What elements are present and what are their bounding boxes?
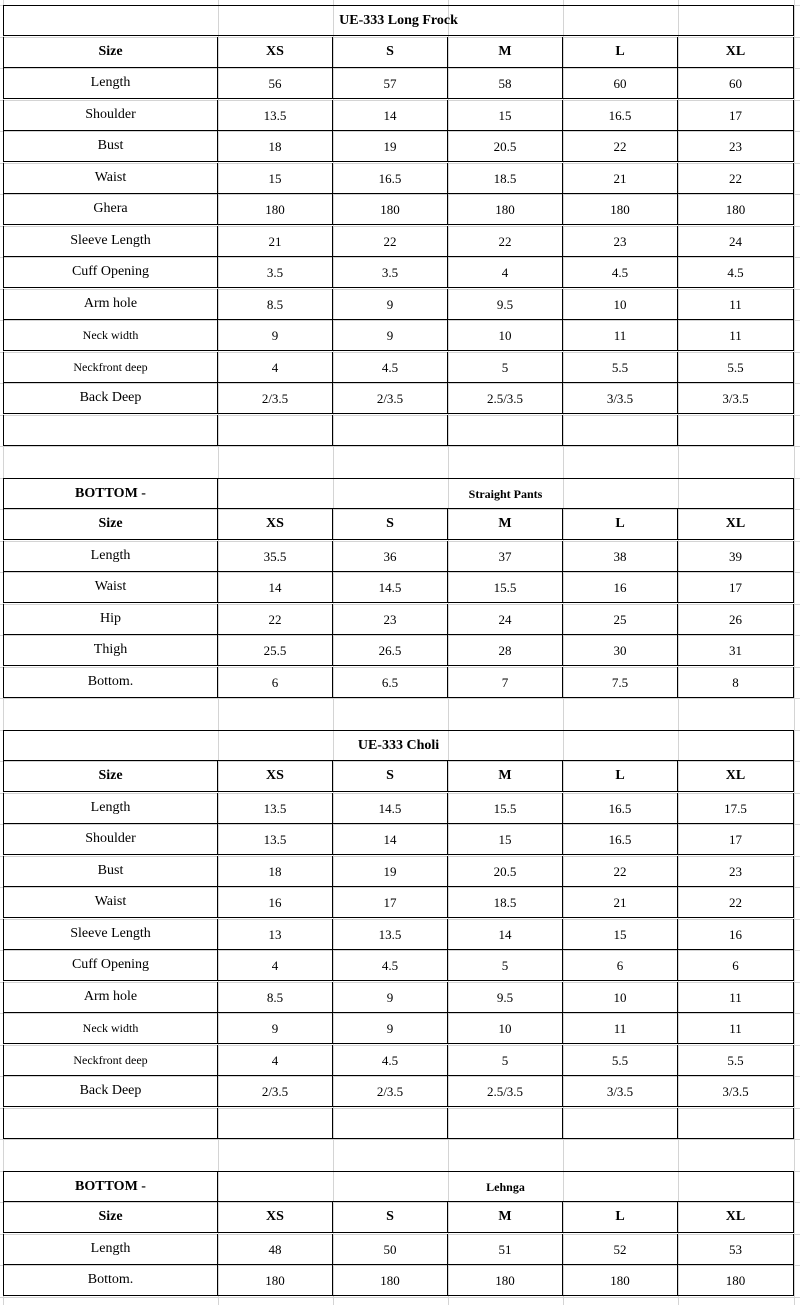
row-label[interactable]: Neck width [3, 320, 218, 351]
row-label[interactable]: Neckfront deep [3, 1045, 218, 1076]
table-cell[interactable]: 180 [218, 1265, 333, 1296]
table-row [3, 257, 794, 288]
table-cell[interactable]: 53 [678, 1234, 794, 1265]
section-title-row [3, 1171, 794, 1202]
table-cell[interactable]: 5.5 [678, 352, 794, 383]
size-header-xl[interactable]: XL [678, 761, 794, 792]
table-cell[interactable]: 14.5 [333, 572, 448, 603]
table-cell[interactable]: 6 [678, 950, 794, 981]
table-cell[interactable]: 6.5 [333, 667, 448, 698]
table-cell[interactable]: 22 [678, 887, 794, 918]
table-row [3, 887, 794, 918]
size-header-l[interactable]: L [563, 509, 678, 540]
size-header-xl[interactable]: XL [678, 509, 794, 540]
table-title-row [3, 5, 794, 36]
table-cell[interactable]: 2/3.5 [333, 1076, 448, 1107]
size-header-xl[interactable]: XL [678, 1202, 794, 1233]
table-cell[interactable]: 180 [563, 194, 678, 225]
table-cell[interactable]: 18.5 [448, 163, 563, 194]
table-cell[interactable]: 22 [218, 604, 333, 635]
table-cell[interactable]: 16.5 [563, 100, 678, 131]
row-label[interactable]: Shoulder [3, 824, 218, 855]
section-title[interactable]: Lehnga [218, 1171, 794, 1202]
table-cell[interactable]: 4 [218, 352, 333, 383]
table-row [3, 163, 794, 194]
table-cell[interactable]: 7 [448, 667, 563, 698]
table-cell[interactable]: 30 [563, 635, 678, 666]
table-cell[interactable]: 3/3.5 [563, 383, 678, 414]
table-cell[interactable]: 24 [678, 226, 794, 257]
table-cell[interactable]: 180 [448, 194, 563, 225]
table-cell[interactable]: 51 [448, 1234, 563, 1265]
table-cell[interactable]: 180 [448, 1265, 563, 1296]
size-header-s[interactable]: S [333, 37, 448, 68]
size-header-m[interactable]: M [448, 1202, 563, 1233]
table-cell[interactable]: 21 [563, 163, 678, 194]
row-label[interactable]: Bust [3, 856, 218, 887]
table-cell[interactable]: 20.5 [448, 856, 563, 887]
table-row [3, 982, 794, 1013]
table-cell[interactable]: 14 [333, 100, 448, 131]
section-label[interactable]: BOTTOM - [3, 1171, 218, 1202]
empty-cell[interactable] [563, 1108, 678, 1139]
table-cell[interactable]: 15 [218, 163, 333, 194]
table-cell[interactable]: 5 [448, 950, 563, 981]
empty-cell[interactable] [563, 415, 678, 446]
table-cell[interactable]: 13.5 [218, 793, 333, 824]
table-cell[interactable]: 9.5 [448, 289, 563, 320]
table-row [3, 68, 794, 99]
table-cell[interactable]: 8 [678, 667, 794, 698]
empty-cell[interactable] [3, 415, 218, 446]
table-cell[interactable]: 180 [218, 194, 333, 225]
table-cell[interactable]: 11 [563, 1013, 678, 1044]
empty-row [3, 1108, 794, 1139]
table-cell[interactable]: 19 [333, 856, 448, 887]
empty-cell[interactable] [678, 415, 794, 446]
grid-row-line [0, 698, 800, 699]
table-cell[interactable]: 38 [563, 541, 678, 572]
row-label[interactable]: Bottom. [3, 667, 218, 698]
table-cell[interactable]: 4 [218, 950, 333, 981]
table-cell[interactable]: 26 [678, 604, 794, 635]
table-cell[interactable]: 2.5/3.5 [448, 1076, 563, 1107]
row-label[interactable]: Neckfront deep [3, 352, 218, 383]
table-cell[interactable]: 22 [563, 131, 678, 162]
table-row [3, 604, 794, 635]
table-cell[interactable]: 180 [678, 1265, 794, 1296]
table-cell[interactable]: 180 [333, 1265, 448, 1296]
table-cell[interactable]: 17 [678, 100, 794, 131]
row-label[interactable]: Back Deep [3, 1076, 218, 1107]
table-row [3, 320, 794, 351]
row-label[interactable]: Shoulder [3, 100, 218, 131]
size-header-s[interactable]: S [333, 509, 448, 540]
table-row [3, 1045, 794, 1076]
row-label[interactable]: Arm hole [3, 289, 218, 320]
table-cell[interactable]: 6 [218, 667, 333, 698]
table-cell[interactable]: 35.5 [218, 541, 333, 572]
table-row [3, 635, 794, 666]
table-row [3, 793, 794, 824]
grid-row-line [0, 446, 800, 447]
table-row [3, 824, 794, 855]
size-header-label[interactable]: Size [3, 761, 218, 792]
table-row [3, 1076, 794, 1107]
size-header-label[interactable]: Size [3, 1202, 218, 1233]
table-row [3, 194, 794, 225]
table-cell[interactable]: 5.5 [563, 352, 678, 383]
row-label[interactable]: Waist [3, 572, 218, 603]
empty-row [3, 415, 794, 446]
table-cell[interactable]: 16.5 [563, 793, 678, 824]
section-title-row [3, 478, 794, 509]
table-cell[interactable]: 60 [678, 68, 794, 99]
table-cell[interactable]: 180 [678, 194, 794, 225]
table-cell[interactable]: 23 [563, 226, 678, 257]
table-cell[interactable]: 15 [448, 824, 563, 855]
table-row [3, 226, 794, 257]
table-cell[interactable]: 18 [218, 856, 333, 887]
table-cell[interactable]: 4.5 [333, 950, 448, 981]
empty-cell[interactable] [218, 1108, 333, 1139]
table-row [3, 100, 794, 131]
row-label[interactable]: Length [3, 1234, 218, 1265]
table-title[interactable]: UE-333 Choli [3, 730, 794, 761]
table-cell[interactable]: 11 [678, 1013, 794, 1044]
table-cell[interactable]: 4 [448, 257, 563, 288]
table-cell[interactable]: 21 [218, 226, 333, 257]
table-cell[interactable]: 22 [333, 226, 448, 257]
table-cell[interactable]: 9 [333, 289, 448, 320]
table-cell[interactable]: 14 [333, 824, 448, 855]
table-cell[interactable]: 5.5 [563, 1045, 678, 1076]
table-cell[interactable]: 52 [563, 1234, 678, 1265]
table-cell[interactable]: 10 [448, 1013, 563, 1044]
size-header-m[interactable]: M [448, 37, 563, 68]
size-header-s[interactable]: S [333, 1202, 448, 1233]
table-cell[interactable]: 26.5 [333, 635, 448, 666]
table-cell[interactable]: 22 [448, 226, 563, 257]
table-cell[interactable]: 15.5 [448, 793, 563, 824]
table-cell[interactable]: 11 [678, 320, 794, 351]
table-cell[interactable]: 180 [333, 194, 448, 225]
table-cell[interactable]: 58 [448, 68, 563, 99]
table-cell[interactable]: 15 [563, 919, 678, 950]
table-cell[interactable]: 23 [678, 131, 794, 162]
size-header-l[interactable]: L [563, 37, 678, 68]
table-cell[interactable]: 9 [333, 1013, 448, 1044]
table-cell[interactable]: 13 [218, 919, 333, 950]
table-cell[interactable]: 25.5 [218, 635, 333, 666]
table-cell[interactable]: 18 [218, 131, 333, 162]
table-cell[interactable]: 28 [448, 635, 563, 666]
table-cell[interactable]: 17.5 [678, 793, 794, 824]
table-row [3, 572, 794, 603]
table-cell[interactable]: 5 [448, 352, 563, 383]
table-cell[interactable]: 3.5 [333, 257, 448, 288]
table-cell[interactable]: 2/3.5 [333, 383, 448, 414]
table-cell[interactable]: 4 [218, 1045, 333, 1076]
size-header-label[interactable]: Size [3, 37, 218, 68]
table-cell[interactable]: 5.5 [678, 1045, 794, 1076]
table-cell[interactable]: 23 [678, 856, 794, 887]
table-cell[interactable]: 57 [333, 68, 448, 99]
table-cell[interactable]: 2/3.5 [218, 1076, 333, 1107]
row-label[interactable]: Ghera [3, 194, 218, 225]
table-cell[interactable]: 180 [563, 1265, 678, 1296]
size-header-l[interactable]: L [563, 1202, 678, 1233]
size-header-xs[interactable]: XS [218, 509, 333, 540]
size-header-row [3, 761, 794, 792]
size-header-row [3, 509, 794, 540]
table-cell[interactable]: 11 [678, 982, 794, 1013]
table-cell[interactable]: 16 [563, 572, 678, 603]
table-cell[interactable]: 9 [333, 320, 448, 351]
table-cell[interactable]: 9 [218, 320, 333, 351]
size-header-label[interactable]: Size [3, 509, 218, 540]
row-label[interactable]: Length [3, 68, 218, 99]
row-label[interactable]: Waist [3, 163, 218, 194]
table-cell[interactable]: 17 [678, 572, 794, 603]
table-cell[interactable]: 8.5 [218, 289, 333, 320]
table-cell[interactable]: 5 [448, 1045, 563, 1076]
table-cell[interactable]: 3/3.5 [563, 1076, 678, 1107]
table-title[interactable]: UE-333 Long Frock [3, 5, 794, 36]
table-row [3, 289, 794, 320]
table-cell[interactable]: 8.5 [218, 982, 333, 1013]
row-label[interactable]: Length [3, 793, 218, 824]
table-cell[interactable]: 17 [333, 887, 448, 918]
size-header-xs[interactable]: XS [218, 37, 333, 68]
row-label[interactable]: Hip [3, 604, 218, 635]
grid-row-line [0, 1297, 800, 1298]
section-title[interactable]: Straight Pants [218, 478, 794, 509]
table-cell[interactable]: 15 [448, 100, 563, 131]
row-label[interactable]: Neck width [3, 1013, 218, 1044]
table-cell[interactable]: 31 [678, 635, 794, 666]
table-cell[interactable]: 19 [333, 131, 448, 162]
row-label[interactable]: Thigh [3, 635, 218, 666]
table-cell[interactable]: 13.5 [218, 100, 333, 131]
table-cell[interactable]: 11 [678, 289, 794, 320]
size-header-l[interactable]: L [563, 761, 678, 792]
table-cell[interactable]: 50 [333, 1234, 448, 1265]
table-cell[interactable]: 10 [448, 320, 563, 351]
size-header-xl[interactable]: XL [678, 37, 794, 68]
size-header-xs[interactable]: XS [218, 761, 333, 792]
table-cell[interactable]: 2.5/3.5 [448, 383, 563, 414]
table-cell[interactable]: 22 [563, 856, 678, 887]
table-cell[interactable]: 20.5 [448, 131, 563, 162]
table-cell[interactable]: 6 [563, 950, 678, 981]
table-cell[interactable]: 10 [563, 982, 678, 1013]
size-header-row [3, 37, 794, 68]
grid-column-line [794, 0, 795, 1305]
empty-cell[interactable] [333, 1108, 448, 1139]
row-label[interactable]: Waist [3, 887, 218, 918]
table-row [3, 383, 794, 414]
table-cell[interactable]: 10 [563, 289, 678, 320]
table-cell[interactable]: 18.5 [448, 887, 563, 918]
row-label[interactable]: Cuff Opening [3, 257, 218, 288]
row-label[interactable]: Sleeve Length [3, 919, 218, 950]
table-cell[interactable]: 13.5 [333, 919, 448, 950]
table-cell[interactable]: 23 [333, 604, 448, 635]
table-cell[interactable]: 2/3.5 [218, 383, 333, 414]
row-label[interactable]: Bust [3, 131, 218, 162]
size-header-m[interactable]: M [448, 761, 563, 792]
empty-cell[interactable] [3, 1108, 218, 1139]
table-cell[interactable]: 17 [678, 824, 794, 855]
table-cell[interactable]: 9 [333, 982, 448, 1013]
table-cell[interactable]: 16 [678, 919, 794, 950]
size-header-m[interactable]: M [448, 509, 563, 540]
table-cell[interactable]: 16 [218, 887, 333, 918]
row-label[interactable]: Cuff Opening [3, 950, 218, 981]
size-header-row [3, 1202, 794, 1233]
empty-cell[interactable] [448, 1108, 563, 1139]
table-cell[interactable]: 4.5 [563, 257, 678, 288]
table-cell[interactable]: 60 [563, 68, 678, 99]
table-title-row [3, 730, 794, 761]
table-cell[interactable]: 37 [448, 541, 563, 572]
table-row [3, 1234, 794, 1265]
row-label[interactable]: Back Deep [3, 383, 218, 414]
table-cell[interactable]: 13.5 [218, 824, 333, 855]
table-cell[interactable]: 11 [563, 320, 678, 351]
row-label[interactable]: Sleeve Length [3, 226, 218, 257]
table-cell[interactable]: 4.5 [678, 257, 794, 288]
table-row [3, 856, 794, 887]
table-row [3, 667, 794, 698]
table-cell[interactable]: 36 [333, 541, 448, 572]
table-cell[interactable]: 7.5 [563, 667, 678, 698]
table-cell[interactable]: 14.5 [333, 793, 448, 824]
table-row [3, 1265, 794, 1296]
table-cell[interactable]: 15.5 [448, 572, 563, 603]
table-cell[interactable]: 14 [218, 572, 333, 603]
table-row [3, 352, 794, 383]
table-cell[interactable]: 21 [563, 887, 678, 918]
table-cell[interactable]: 48 [218, 1234, 333, 1265]
row-label[interactable]: Bottom. [3, 1265, 218, 1296]
table-row [3, 131, 794, 162]
table-cell[interactable]: 22 [678, 163, 794, 194]
table-row [3, 1013, 794, 1044]
table-cell[interactable]: 3/3.5 [678, 383, 794, 414]
table-cell[interactable]: 9.5 [448, 982, 563, 1013]
empty-cell[interactable] [678, 1108, 794, 1139]
section-label[interactable]: BOTTOM - [3, 478, 218, 509]
table-cell[interactable]: 56 [218, 68, 333, 99]
table-cell[interactable]: 16.5 [333, 163, 448, 194]
table-cell[interactable]: 9 [218, 1013, 333, 1044]
table-cell[interactable]: 39 [678, 541, 794, 572]
table-row [3, 919, 794, 950]
empty-cell[interactable] [448, 415, 563, 446]
empty-cell[interactable] [333, 415, 448, 446]
table-cell[interactable]: 25 [563, 604, 678, 635]
table-cell[interactable]: 3.5 [218, 257, 333, 288]
grid-row-line [0, 1139, 800, 1140]
table-cell[interactable]: 4.5 [333, 352, 448, 383]
table-row [3, 541, 794, 572]
table-cell[interactable]: 14 [448, 919, 563, 950]
size-header-xs[interactable]: XS [218, 1202, 333, 1233]
table-cell[interactable]: 24 [448, 604, 563, 635]
table-row [3, 950, 794, 981]
empty-cell[interactable] [218, 415, 333, 446]
table-cell[interactable]: 3/3.5 [678, 1076, 794, 1107]
row-label[interactable]: Length [3, 541, 218, 572]
row-label[interactable]: Arm hole [3, 982, 218, 1013]
table-cell[interactable]: 16.5 [563, 824, 678, 855]
size-header-s[interactable]: S [333, 761, 448, 792]
table-cell[interactable]: 4.5 [333, 1045, 448, 1076]
